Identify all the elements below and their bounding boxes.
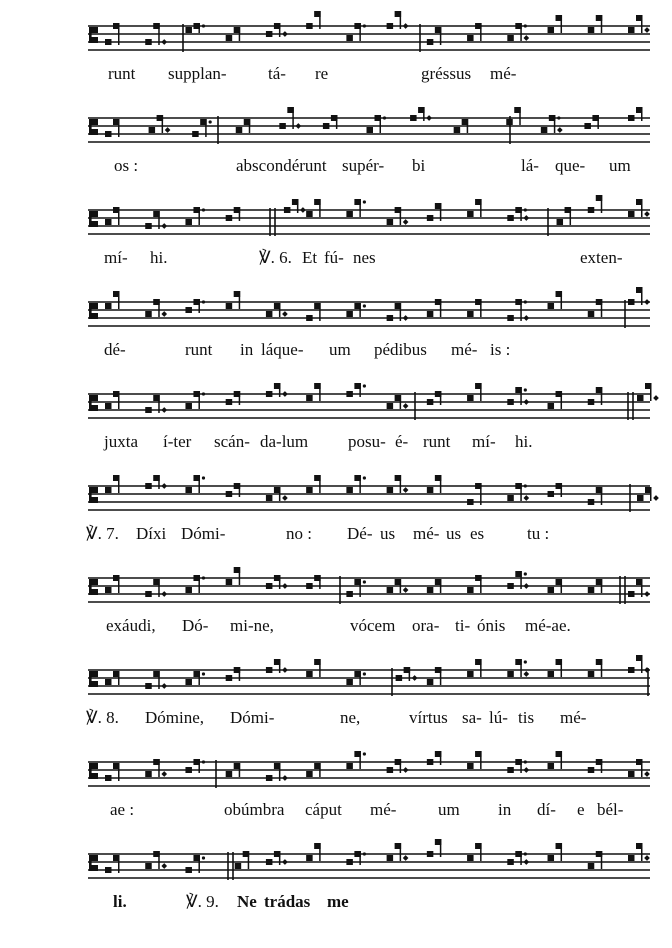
neume: [507, 759, 529, 773]
staff-8: [0, 656, 672, 704]
syllable: Díxi: [136, 524, 167, 543]
syllable: cáput: [305, 800, 342, 819]
music-system-4: [0, 288, 672, 380]
neume: [306, 199, 321, 217]
syllable: pédibus: [374, 340, 427, 359]
syllable: hi.: [515, 432, 533, 451]
syllable: mé-: [490, 64, 517, 83]
clef-icon: [89, 487, 98, 503]
syllable: um: [438, 800, 460, 819]
music-system-6: [0, 472, 672, 564]
neume: [226, 667, 241, 681]
neume: [387, 475, 409, 493]
syllable: os :: [114, 156, 139, 175]
neume: [467, 751, 482, 769]
neume: [266, 659, 288, 673]
lyric-line-5: [0, 431, 672, 457]
lyric-line-6: [0, 523, 672, 549]
neume: [548, 483, 563, 497]
neume: [584, 115, 599, 129]
syllable: runt: [185, 340, 213, 359]
neume: [266, 851, 288, 865]
neume: [628, 843, 650, 861]
syllable: um: [329, 340, 351, 359]
neume: [306, 843, 321, 861]
lyric-line-9: [0, 799, 672, 825]
syllable: ae :: [110, 800, 135, 819]
neume: [266, 23, 288, 37]
syllable: ne,: [340, 708, 361, 727]
syllable: mi-ne,: [230, 616, 274, 635]
staff-2: [0, 104, 672, 152]
staff-5: [0, 380, 672, 428]
music-system-3: [0, 196, 672, 288]
neume: [548, 15, 563, 33]
clef-icon: [89, 671, 98, 687]
syllable: es: [470, 524, 485, 543]
neume: [284, 199, 306, 213]
music-system-1: [0, 12, 672, 104]
neume: [467, 199, 482, 217]
syllable: Dómi-: [230, 708, 275, 727]
neume: [105, 475, 120, 493]
clef-icon: [89, 395, 98, 411]
syllable: hi.: [150, 248, 168, 267]
syllable: fú-: [324, 248, 344, 267]
syllable: trádas: [264, 892, 311, 911]
neume: [226, 391, 241, 405]
neume: [548, 659, 563, 677]
syllable: abscondérunt: [236, 156, 327, 175]
lyric-line-3: [0, 247, 672, 273]
neume: [185, 299, 205, 313]
syllable: sa-: [462, 708, 482, 727]
lyric-line-1: [0, 63, 672, 89]
staff-10: [0, 840, 672, 888]
neume: [427, 751, 442, 765]
neume: [226, 207, 241, 221]
neume: [346, 475, 366, 493]
neume: [306, 575, 321, 589]
clef-icon: [89, 855, 98, 871]
syllable: gréssus: [421, 64, 472, 83]
syllable: é-: [395, 432, 409, 451]
neume: [266, 575, 288, 589]
syllable: vírtus: [409, 708, 448, 727]
syllable: í-ter: [163, 432, 192, 451]
neume: [588, 659, 603, 677]
neume: [387, 759, 409, 773]
staff-4: [0, 288, 672, 336]
neume: [410, 107, 432, 121]
syllable: nes: [353, 248, 376, 267]
neume: [346, 751, 366, 769]
syllable: ℣. 9.: [186, 892, 219, 911]
syllable: dí-: [537, 800, 556, 819]
clef-icon: [89, 579, 98, 595]
syllable: mí-: [104, 248, 128, 267]
neume: [548, 751, 563, 769]
neume: [346, 383, 366, 397]
syllable: Ne: [237, 892, 257, 911]
lyric-line-4: [0, 339, 672, 365]
neume: [637, 383, 659, 401]
syllable: Dé-: [347, 524, 373, 543]
staff-9: [0, 748, 672, 796]
syllable: runt: [423, 432, 451, 451]
syllable: scán-: [214, 432, 250, 451]
syllable: ti-: [455, 616, 471, 635]
syllable: lá-: [521, 156, 539, 175]
syllable: us: [380, 524, 396, 543]
clef-icon: [89, 27, 98, 43]
neume: [185, 23, 205, 33]
neume: [548, 291, 563, 309]
neume: [628, 15, 650, 33]
music-system-10: [0, 840, 672, 932]
neume: [387, 843, 409, 861]
neume: [467, 843, 482, 861]
neume: [266, 383, 288, 397]
syllable: me: [327, 892, 349, 911]
staff-7: [0, 564, 672, 612]
syllable: tu :: [527, 524, 550, 543]
neume: [506, 107, 521, 125]
syllable: um: [609, 156, 631, 175]
neume: [105, 291, 120, 309]
clef-icon: [89, 119, 98, 135]
neume: [467, 659, 482, 677]
neume: [226, 291, 241, 309]
lyric-line-8: [0, 707, 672, 733]
clef-icon: [89, 211, 98, 227]
neume: [346, 851, 366, 865]
syllable: tis: [518, 708, 535, 727]
syllable: in: [240, 340, 254, 359]
syllable: mé-: [413, 524, 440, 543]
syllable: re: [315, 64, 329, 83]
syllable: ora-: [412, 616, 440, 635]
neume: [588, 15, 603, 33]
syllable: Dó-: [182, 616, 209, 635]
neume: [323, 115, 338, 129]
neume: [507, 659, 529, 677]
music-system-2: [0, 104, 672, 196]
syllable: lú-: [489, 708, 508, 727]
neume: [507, 851, 529, 865]
neume: [588, 759, 603, 773]
neume: [628, 199, 650, 217]
syllable: Et: [302, 248, 318, 267]
syllable: supér-: [342, 156, 385, 175]
syllable: mé-: [451, 340, 478, 359]
syllable: us: [446, 524, 462, 543]
syllable: posu-: [348, 432, 386, 451]
syllable: mí-: [472, 432, 496, 451]
syllable: dé-: [104, 340, 126, 359]
lyric-line-10: [0, 891, 672, 917]
syllable: e: [577, 800, 585, 819]
neume: [507, 207, 529, 221]
neume: [396, 667, 418, 681]
syllable: supplan-: [168, 64, 227, 83]
clef-icon: [89, 763, 98, 779]
syllable: mé-: [370, 800, 397, 819]
neume: [427, 391, 442, 405]
syllable: Dómine,: [145, 708, 205, 727]
neume: [628, 107, 643, 121]
staff-3: [0, 196, 672, 244]
syllable: ℣. 7.: [86, 524, 119, 543]
syllable: no :: [286, 524, 312, 543]
syllable: is :: [490, 340, 511, 359]
syllable: exáudi,: [106, 616, 156, 635]
syllable: obúmbra: [224, 800, 285, 819]
lyric-line-2: [0, 155, 672, 181]
staff-6: [0, 472, 672, 520]
neume: [548, 843, 563, 861]
neume: [145, 475, 167, 489]
syllable: ℣. 8.: [86, 708, 119, 727]
syllable: láque-: [261, 340, 304, 359]
music-system-7: [0, 564, 672, 656]
syllable: bél-: [597, 800, 624, 819]
staff-1: [0, 12, 672, 60]
neume: [226, 567, 241, 585]
syllable: mé-: [560, 708, 587, 727]
syllable: bi: [412, 156, 426, 175]
clef-icon: [89, 303, 98, 319]
syllable: ℣. 6.: [259, 248, 292, 267]
music-system-9: [0, 748, 672, 840]
lyric-line-7: [0, 615, 672, 641]
neume: [306, 383, 321, 401]
music-system-8: [0, 656, 672, 748]
neume: [306, 475, 321, 493]
neume: [427, 475, 442, 493]
syllable: da-lum: [260, 432, 309, 451]
syllable: runt: [108, 64, 136, 83]
syllable: in: [498, 800, 512, 819]
neume: [226, 483, 241, 497]
syllable: Dómi-: [181, 524, 226, 543]
syllable: que-: [555, 156, 586, 175]
neume: [306, 659, 321, 677]
music-system-5: [0, 380, 672, 472]
syllable: ónis: [477, 616, 506, 635]
syllable: vócem: [350, 616, 396, 635]
syllable: tá-: [268, 64, 286, 83]
syllable: juxta: [104, 432, 138, 451]
syllable: exten-: [580, 248, 623, 267]
syllable: mé-ae.: [525, 616, 571, 635]
neume: [467, 383, 482, 401]
neume: [185, 759, 205, 773]
neume: [346, 199, 366, 217]
neume: [185, 475, 205, 493]
syllable: li.: [113, 892, 127, 911]
